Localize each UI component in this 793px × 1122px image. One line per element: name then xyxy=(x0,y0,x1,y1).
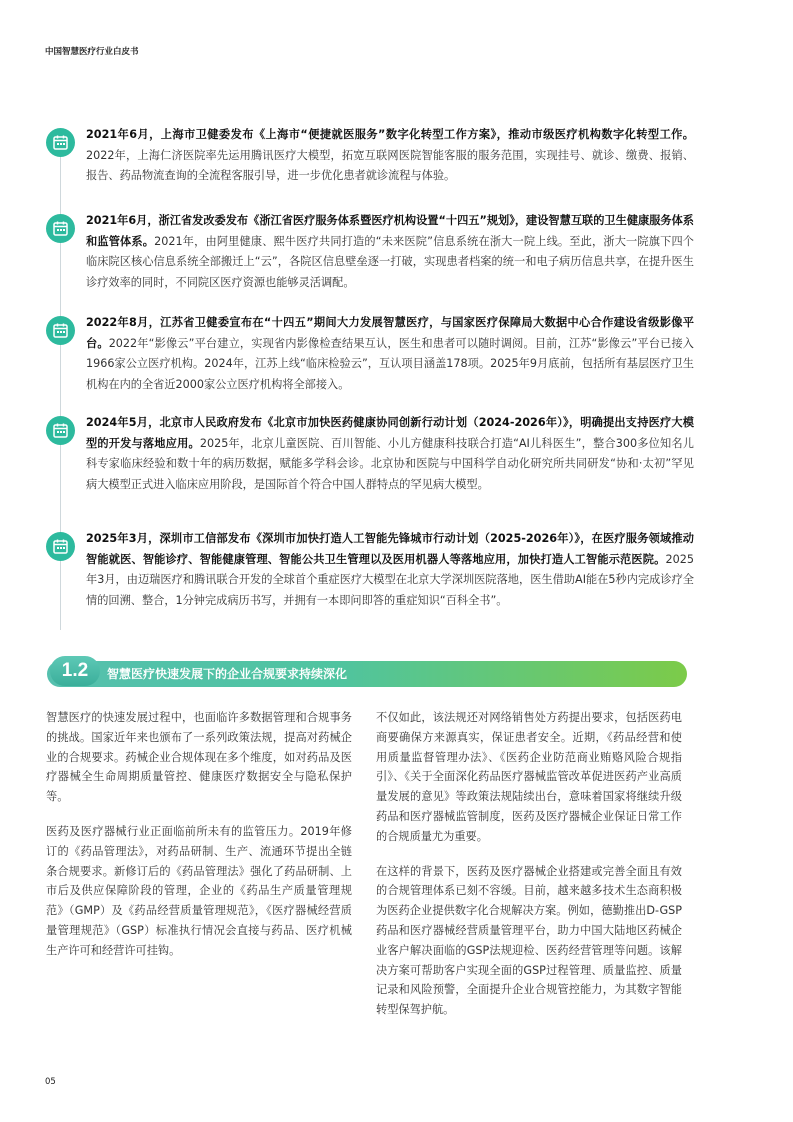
section-number: 1.2 xyxy=(50,656,100,686)
section-heading-bar xyxy=(47,656,687,688)
page-number: 05 xyxy=(45,1077,56,1087)
entry-lead: 2022年8月，江苏省卫健委宣布在“十四五”期间大力发展智慧医疗，与国家医疗保障局大数据中心合作建设省级影像平台。 xyxy=(86,316,694,350)
paragraph: 不仅如此，该法规还对网络销售处方药提出要求，包括医药电商要确保方来源真实，保证患者安全。近期，《药品经营和使用质量监督管理办法》、《医药企业防范商业贿赂风险合规指引》、《关于全面深化药品医疗器械监管改革促进医药产业高质量发展的意见》等政策法规陆续出台，意味着国家将继续升级药品和医疗器械监管制度，医药及医疗器械企业保证日常工作的合规质量尤为重要。 xyxy=(376,711,682,843)
timeline-entry xyxy=(44,524,694,630)
entry-body: 2025年，北京儿童医院、百川智能、小儿方健康科技联合打造“AI儿科医生”，整合300多位知名儿科专家临床经验和数十年的病历数据，赋能多学科会诊。北京协和医院与中国科学自动化研究所共同研发“协和·太初”罕见病大模型正式进入临床应用阶段，是国际首个符合中国人群特点的罕见病大模型。 xyxy=(86,436,694,491)
entry-body: 2022年，上海仁济医院率先运用腾讯医疗大模型，拓宽互联网医院智能客服的服务范围，实现挂号、就诊、缴费、报销、报告、药品物流查询的全流程客服引导，进一步优化患者就诊流程与体验。 xyxy=(86,148,694,182)
entry-lead: 2021年6月，上海市卫健委发布《上海市“便捷就医服务”数字化转型工作方案》，推动市级医疗机构数字化转型工作。 xyxy=(86,128,694,141)
entry-body: 2021年，由阿里健康、熙牛医疗共同打造的“未来医院”信息系统在浙大一院上线。至此，浙大一院旗下四个临床院区核心信息系统全部搬迁上“云”，各院区信息壁垒逐一打破，实现患者档案的统一和电子病历信息共享，在提升医生诊疗效率的同时，不同院区医疗资源也能够灵活调配。 xyxy=(86,234,694,289)
timeline-entry xyxy=(44,206,694,291)
entry-body: 2022年“影像云”平台建立，实现省内影像检查结果互认，医生和患者可以随时调阅。目前，江苏“影像云”平台已接入1966家公立医疗机构。2024年，江苏上线“临床检验云”，互认项目涵盖178项。2025年9月底前，包括所有基层医疗卫生机构在内的全省近2000家公立医疗机构将全部接入。 xyxy=(86,336,694,391)
timeline-entry xyxy=(44,408,694,498)
entry-lead: 2024年5月，北京市人民政府发布《北京市加快医药健康协同创新行动计划（2024-2026年）》，明确提出支持医疗大模型的开发与落地应用。 xyxy=(86,416,694,450)
body-column-left xyxy=(46,708,352,976)
timeline-entry-text xyxy=(86,413,694,495)
body-column-right xyxy=(376,708,682,1035)
timeline-entry-text xyxy=(86,211,694,293)
paragraph: 在这样的背景下，医药及医疗器械企业搭建或完善全面且有效的合规管理体系已刻不容缓。目前，越来越多技术生态商积极为医药企业提供数字化合规解决方案。例如，德勤推出D-GSP药品和医疗器械经营质量管理平台，助力中国大陆地区药械企业客户解决面临的GSP法规迎检、医药经营管理等问题。该解决方案可帮助客户实现全面的GSP过程管理、质量监控、质量记录和风险预警，全面提升企业合规管控能力，为其数字智能转型保驾护航。 xyxy=(376,864,682,1017)
timeline-entry-text xyxy=(86,529,694,611)
entry-lead: 2021年6月，浙江省发改委发布《浙江省医疗服务体系暨医疗机构设置“十四五”规划》，建设智慧互联的卫生健康服务体系和监管体系。 xyxy=(86,214,694,248)
paragraph: 医药及医疗器械行业正面临前所未有的监管压力。2019年修订的《药品管理法》，对药品研制、生产、流通环节提出全链条合规要求。新修订后的《药品管理法》强化了药品研制、上市后及供应保障阶段的管理，企业的《药品生产质量管理规范》（GMP）及《药品经营质量管理规范》，《医疗器械经营质量管理规范》（GSP）标准执行情况会直接与药品、医疗机械生产许可和经营许可挂钩。 xyxy=(46,824,352,957)
timeline-entry xyxy=(44,308,694,398)
entry-lead: 2025年3月，深圳市工信部发布《深圳市加快打造人工智能先锋城市行动计划（2025-2026年）》，在医疗服务领域推动智能就医、智能诊疗、智能健康管理、智能公共卫生管理以及医用机器人等落地应用，加快打造人工智能示范医院。 xyxy=(86,532,694,566)
paragraph: 智慧医疗的快速发展过程中，也面临许多数据管理和合规事务的挑战。国家近年来也颁布了一系列政策法规，提高对药械企业的合规要求。药械企业合规体现在多个维度，如对药品及医疗器械全生命周期质量管控、健康医疗数据安全与隐私保护等。 xyxy=(46,711,352,804)
calendar-icon xyxy=(46,416,75,445)
policy-timeline xyxy=(44,120,694,630)
running-header: 中国智慧医疗行业白皮书 xyxy=(45,47,139,57)
calendar-icon xyxy=(46,532,75,561)
timeline-entry xyxy=(44,120,694,200)
calendar-icon xyxy=(46,214,75,243)
entry-body: 2025年3月，由迈瑞医疗和腾讯联合开发的全球首个重症医疗大模型在北京大学深圳医院落地，医生借助AI能在5秒内完成诊疗全情的回溯、整合，1分钟完成病历书写，并拥有一本即问即答的重症知识“百科全书”。 xyxy=(86,552,694,607)
timeline-entry-text xyxy=(86,125,694,187)
calendar-icon xyxy=(46,316,75,345)
calendar-icon xyxy=(46,128,75,157)
timeline-entry-text xyxy=(86,313,694,395)
section-title: 智慧医疗快速发展下的企业合规要求持续深化 xyxy=(107,667,348,681)
